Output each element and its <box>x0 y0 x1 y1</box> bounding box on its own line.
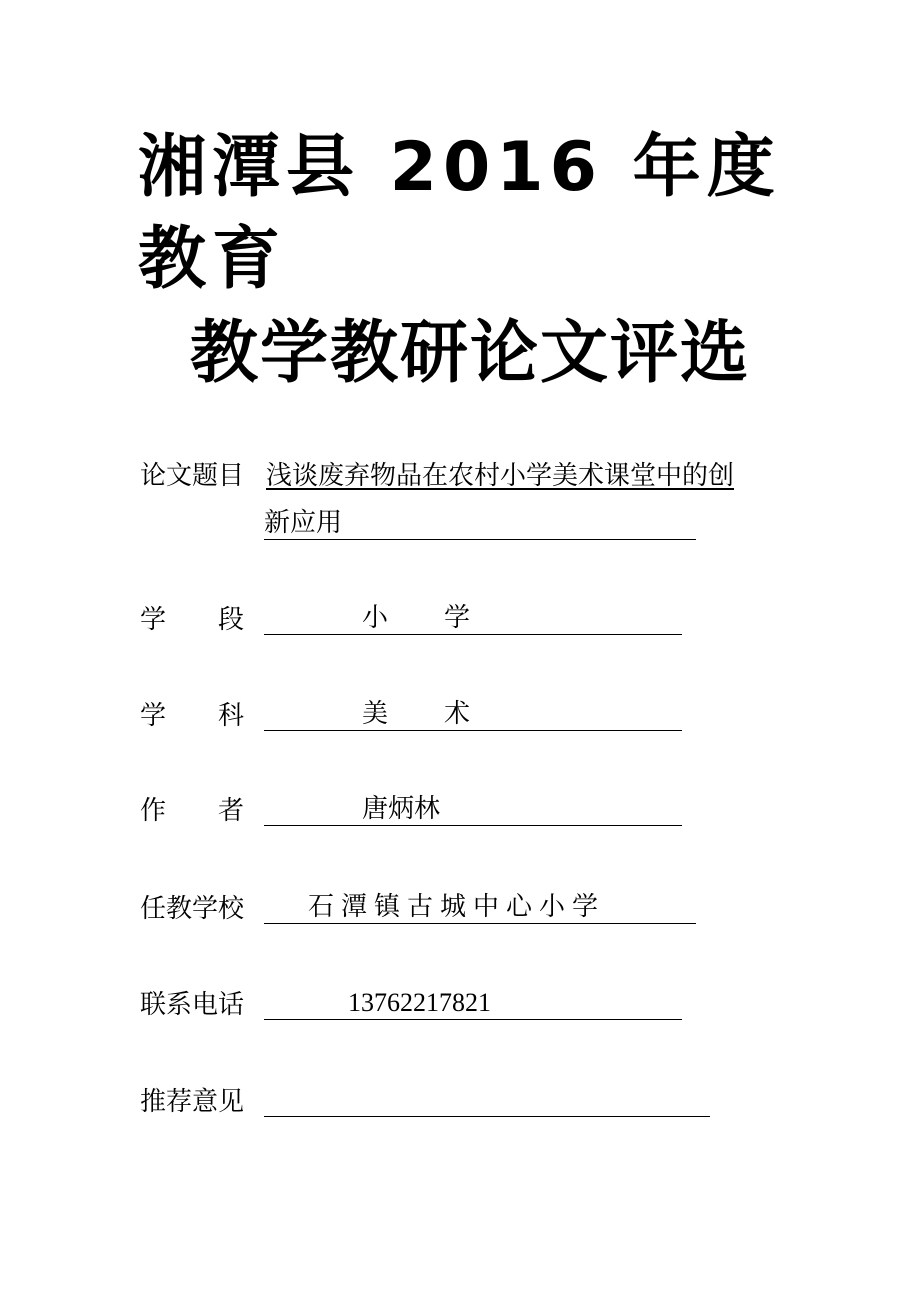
subject-label: 学科 <box>140 701 297 731</box>
phone-field <box>264 985 682 1020</box>
phone-label: 联系电话 <box>140 990 245 1020</box>
subject-field <box>264 696 682 731</box>
subject-value: 美术 <box>362 699 527 729</box>
document-title-line2: 教学教研论文评选 <box>190 314 751 393</box>
stage-value: 小学 <box>362 603 527 633</box>
school-value: 石潭镇古城中心小学 <box>308 892 606 922</box>
phone-value: 13762217821 <box>348 988 491 1017</box>
author-value: 唐炳林 <box>362 794 441 824</box>
topic-value-line1: 浅谈废弃物品在农村小学美术课堂中的创 <box>266 461 735 491</box>
author-field <box>264 791 682 826</box>
recommend-label: 推荐意见 <box>140 1087 245 1117</box>
stage-field <box>264 600 682 635</box>
recommend-field <box>264 1082 710 1117</box>
topic-value-line2-text: 新应用 <box>264 508 343 538</box>
author-label: 作者 <box>140 796 297 826</box>
school-label: 任教学校 <box>140 894 245 924</box>
topic-value-line2 <box>264 505 696 540</box>
school-field <box>264 889 696 924</box>
stage-label: 学段 <box>140 605 297 635</box>
document-title-line1: 湘潭县 2016 年度教育 <box>138 128 781 299</box>
topic-label: 论文题目 <box>140 461 245 491</box>
